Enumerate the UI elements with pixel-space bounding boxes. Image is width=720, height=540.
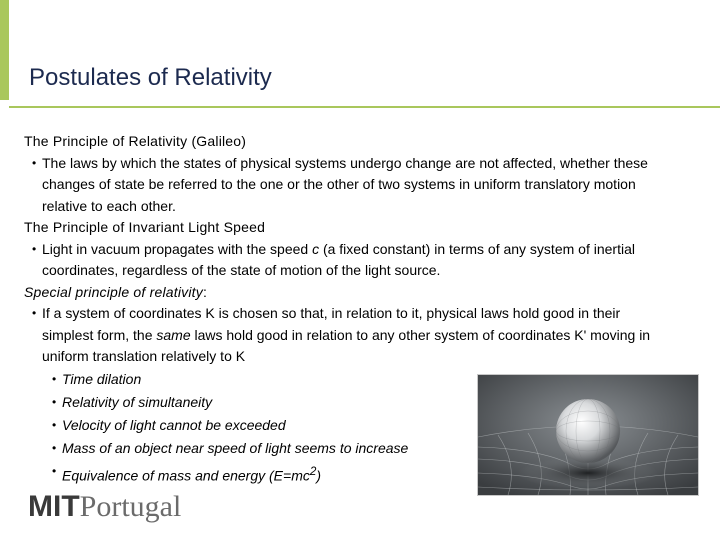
- consequence-item: • Velocity of light cannot be exceeded: [24, 414, 664, 437]
- consequence-item: • Equivalence of mass and energy $(E=mc^2)$: [24, 460, 664, 488]
- bullet-icon: •: [52, 417, 57, 432]
- section-heading-special: Special principle of relativity:: [24, 283, 208, 300]
- section-heading-light-speed: The Principle of Invariant Light Speed: [24, 219, 266, 235]
- bullet-icon: •: [32, 155, 37, 170]
- title-divider: [9, 106, 720, 108]
- bullet-icon: •: [52, 371, 57, 386]
- consequence-item: • Relativity of simultaneity: [24, 391, 664, 414]
- accent-bar: [0, 0, 9, 100]
- section-text-galileo: • The laws by which the states of physical systems undergo change are not affected, whether these changes of state be referred to the one or the other of two systems in uniform translatory motion relative to each other.: [32, 154, 648, 214]
- bullet-icon: •: [52, 463, 57, 478]
- section-text-special: • If a system of coordinates K is chosen so that, in relation to it, physical laws hold good in their simplest form, the same laws hold good in relation to any other system of coordinates K' moving in uniform translation relatively to K: [32, 305, 651, 364]
- bullet-icon: •: [32, 241, 37, 256]
- consequence-item: • Time dilation: [24, 368, 664, 391]
- section-heading-galileo: The Principle of Relativity (Galileo): [24, 133, 247, 149]
- section-text-light-speed: • Light in vacuum propagates with the speed c (a fixed constant) in terms of any system of inertial coordinates, regardless of the state of motion of the light source.: [32, 240, 635, 278]
- bullet-icon: •: [52, 440, 57, 455]
- logo-portugal: Portugal: [79, 490, 182, 523]
- mit-portugal-logo: [28, 492, 181, 522]
- slide-title: Postulates of Relativity: [29, 64, 272, 91]
- consequence-item: • Mass of an object near speed of light seems to increase: [24, 437, 664, 460]
- bullet-icon: •: [52, 394, 57, 409]
- spacetime-curvature-image: [477, 374, 699, 496]
- logo-mit: MIT: [28, 490, 80, 523]
- bullet-icon: •: [32, 306, 37, 320]
